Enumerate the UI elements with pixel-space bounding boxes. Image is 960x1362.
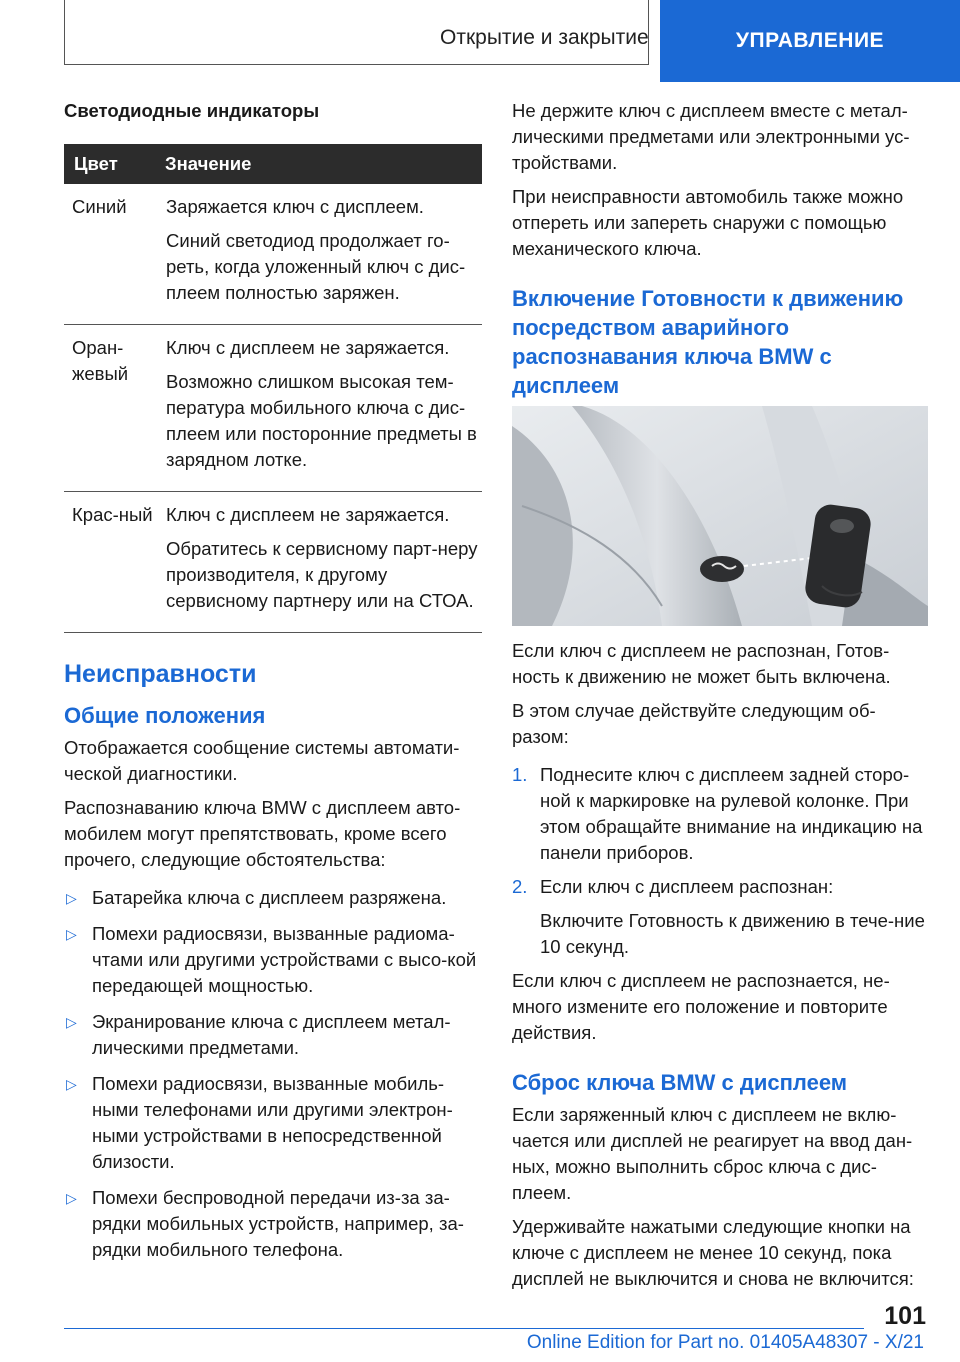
paragraph: Если заряженный ключ с дисплеем не вклю-чается или дисплей не реагирует на ввод дан-ных, можно выполнить сброс ключа с дис-плеем. xyxy=(512,1104,913,1203)
table-cell-meaning xyxy=(165,325,482,492)
triangle-bullet-icon: ▷ xyxy=(66,890,77,906)
list-item-text: Помехи радиосвязи, вызванные радиома-чтами или другими устройствами с высо-кой передающей мощностью. xyxy=(92,923,477,996)
table-cell-color: Синий xyxy=(72,196,127,217)
list-item xyxy=(512,874,928,960)
list-item xyxy=(512,762,928,866)
meaning-line: Обратитесь к сервисному парт-неру производителя, к другому сервисному партнеру или на СТОА. xyxy=(166,538,478,611)
chapter-subtitle: Открытие и закрытие xyxy=(440,26,649,49)
table-row xyxy=(64,184,482,325)
table-header-meaning: Значение xyxy=(165,153,252,174)
heading-general: Общие положения xyxy=(64,703,266,728)
header-divider xyxy=(64,64,648,65)
table-cell-color: Оран-жевый xyxy=(72,337,129,384)
triangle-bullet-icon: ▷ xyxy=(66,1076,77,1092)
step-text: Поднесите ключ с дисплеем задней сторо-ной к маркировке на рулевой колонке. При этом обращайте внимание на индикацию на панели приборов. xyxy=(540,764,923,863)
meaning-line: Заряжается ключ с дисплеем. xyxy=(166,196,424,217)
list-item xyxy=(64,1071,482,1175)
step-text: Если ключ с дисплеем распознан: xyxy=(540,876,834,897)
meaning-line: Ключ с дисплеем не заряжается. xyxy=(166,504,450,525)
right-column xyxy=(512,98,928,1300)
table-header-color: Цвет xyxy=(74,153,118,174)
table-cell-meaning xyxy=(165,184,482,325)
paragraph: Удерживайте нажатыми следующие кнопки на ключе с дисплеем не менее 10 секунд, пока дисплей не выключится и снова не включится: xyxy=(512,1216,914,1289)
section-tab: УПРАВЛЕНИЕ xyxy=(660,0,960,82)
triangle-bullet-icon: ▷ xyxy=(66,1190,77,1206)
step-substep: Включите Готовность к движению в тече-ние 10 секунд. xyxy=(540,910,925,957)
list-item xyxy=(64,921,482,999)
paragraph: Распознаванию ключа BMW с дисплеем авто-мобилем могут препятствовать, кроме всего прочего, следующие обстоятельства: xyxy=(64,797,461,870)
paragraph: Не держите ключ с дисплеем вместе с метал-лическими предметами или электронными ус-тройствами. xyxy=(512,100,910,173)
table-row xyxy=(64,492,482,633)
step-number: 2. xyxy=(512,876,528,897)
meaning-line: Возможно слишком высокая тем-пература мобильного ключа с дис-плеем или посторонние предметы в зарядном лотке. xyxy=(166,371,477,470)
page-number: 101 xyxy=(884,1302,926,1330)
left-column xyxy=(64,98,482,1273)
triangle-bullet-icon: ▷ xyxy=(66,1014,77,1030)
steps-list xyxy=(512,762,928,960)
paragraph: В этом случае действуйте следующим об-разом: xyxy=(512,700,876,747)
paragraph: При неисправности автомобиль также можно отпереть или запереть снаружи с помощью механического ключа. xyxy=(512,186,904,259)
table-cell-meaning xyxy=(165,492,482,633)
list-item xyxy=(64,885,482,911)
steering-column-key-illustration xyxy=(512,406,928,626)
list-item-text: Батарейка ключа с дисплеем разряжена. xyxy=(92,887,447,908)
table-header-row xyxy=(64,144,482,184)
heading-malfunctions: Неисправности xyxy=(64,660,257,688)
paragraph: Если ключ с дисплеем не распознан, Готов-ность к движению не может быть включена. xyxy=(512,640,891,687)
footer-divider xyxy=(64,1328,864,1329)
list-item xyxy=(64,1185,482,1263)
list-item xyxy=(64,1009,482,1061)
triangle-bullet-icon: ▷ xyxy=(66,926,77,942)
table-row xyxy=(64,325,482,492)
header-left-border xyxy=(64,0,65,65)
paragraph: Если ключ с дисплеем не распознается, не-много измените его положение и повторите действия. xyxy=(512,970,890,1043)
heading-reset: Сброс ключа BMW с дисплеем xyxy=(512,1070,848,1095)
led-table-title: Светодиодные индикаторы xyxy=(64,100,320,121)
heading-emergency-recognition: Включение Готовности к движению посредством аварийного распознавания ключа BMW с дисплеем xyxy=(512,286,904,398)
list-item-text: Экранирование ключа с дисплеем метал-лическими предметами. xyxy=(92,1011,451,1058)
edition-footer: Online Edition for Part no. 01405A48307 - X/21 xyxy=(526,1332,924,1353)
causes-list xyxy=(64,885,482,1263)
meaning-line: Синий светодиод продолжает го-реть, когда уложенный ключ с дис-плеем полностью заряжен. xyxy=(166,230,466,303)
meaning-line: Ключ с дисплеем не заряжается. xyxy=(166,337,450,358)
led-indicator-table xyxy=(64,144,482,633)
list-item-text: Помехи беспроводной передачи из-за за-рядки мобильных устройств, например, за-рядки мобильного телефона. xyxy=(92,1187,464,1260)
list-item-text: Помехи радиосвязи, вызванные мобиль-ными телефонами или другими электрон-ными устройствами в непосредственной близости. xyxy=(92,1073,453,1172)
illustration-svg xyxy=(512,406,928,626)
table-cell-color: Крас-ный xyxy=(72,504,153,525)
step-number: 1. xyxy=(512,764,528,785)
paragraph: Отображается сообщение системы автомати-ческой диагностики. xyxy=(64,737,460,784)
